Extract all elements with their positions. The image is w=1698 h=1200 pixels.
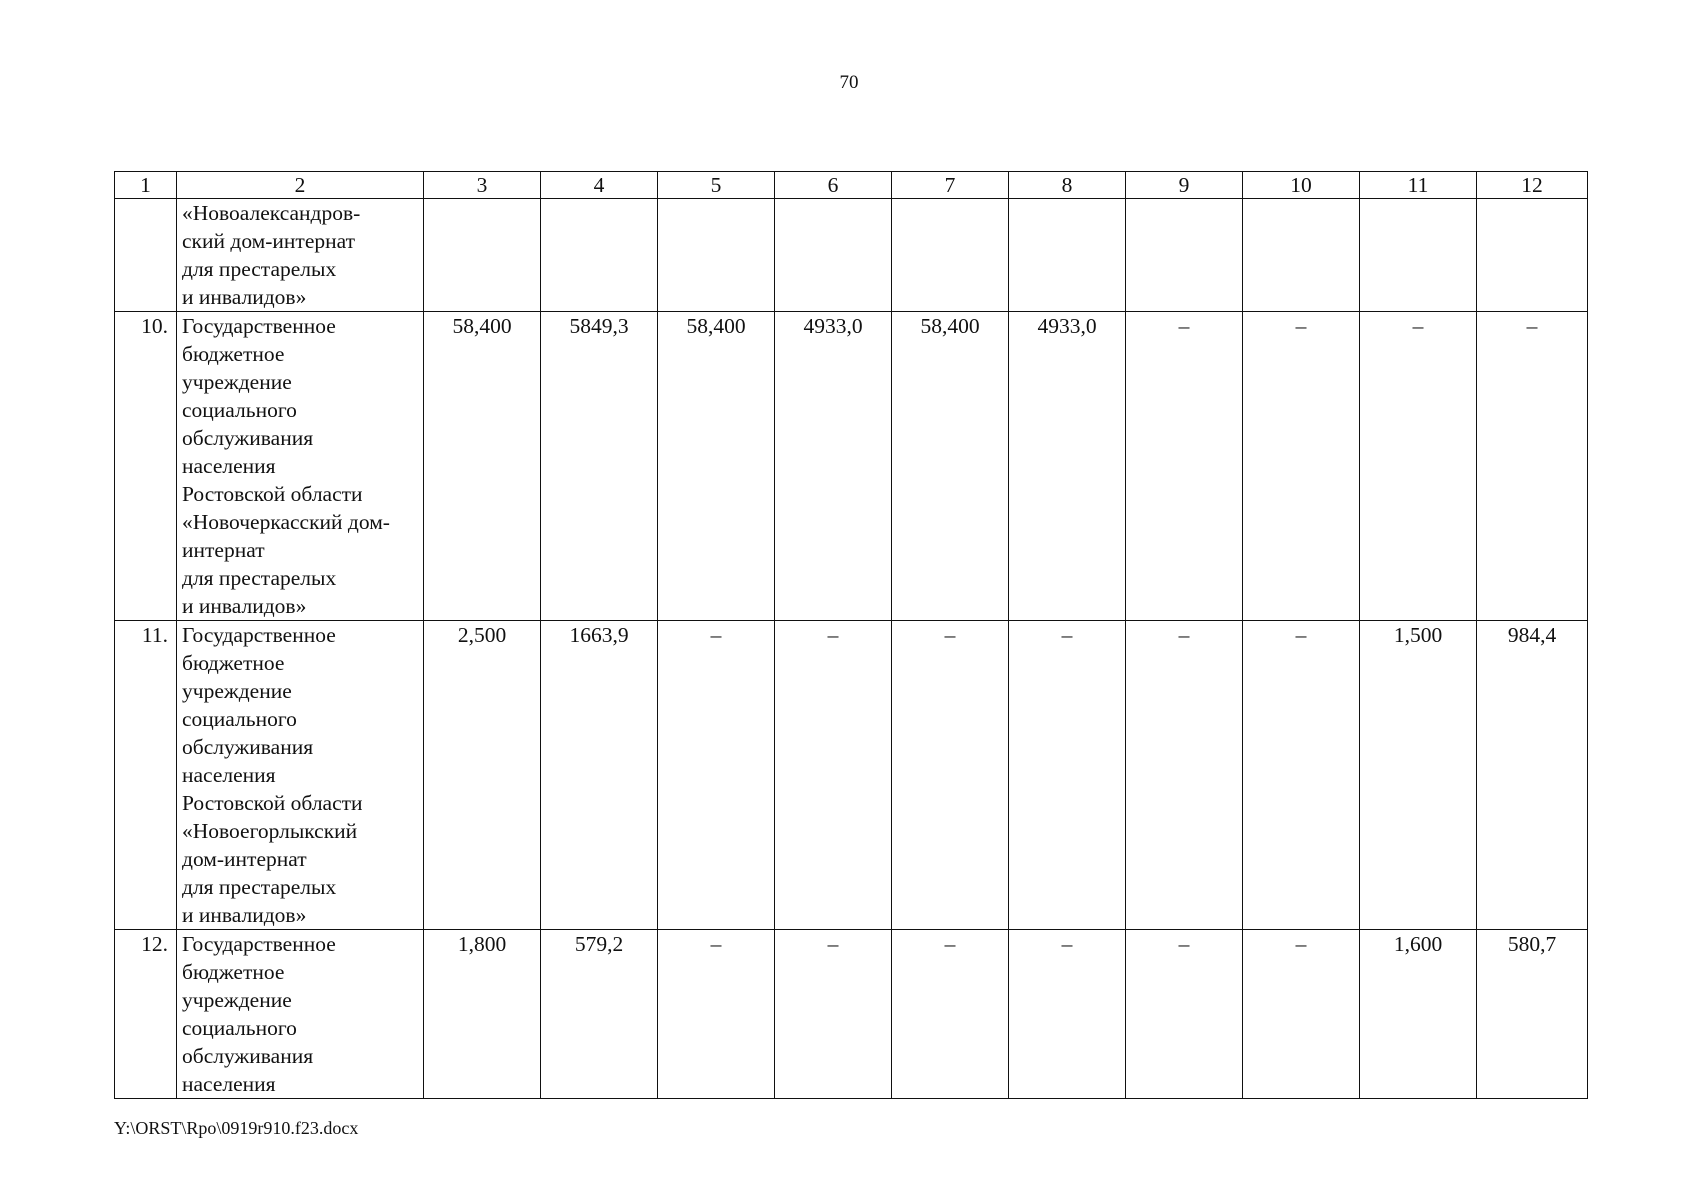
header-cell: 2 [177,172,424,199]
value-cell: – [1360,312,1477,621]
value-cell: – [1126,930,1243,1099]
value-cell: – [658,930,775,1099]
header-cell: 11 [1360,172,1477,199]
value-cell: – [1243,312,1360,621]
header-cell: 5 [658,172,775,199]
value-cell: 5849,3 [541,312,658,621]
header-cell: 10 [1243,172,1360,199]
institution-name-cell: Государственное бюджетное учреждение социального обслуживания населения Ростовской области «Новоегорлыкский дом-интернат для престарелых и инвалидов» [177,621,424,930]
value-cell: – [1243,930,1360,1099]
value-cell [1243,199,1360,312]
value-cell: 1,600 [1360,930,1477,1099]
institution-name-cell: Государственное бюджетное учреждение социального обслуживания населения Ростовской области «Новочеркасский дом- интернат для престарелых и инвалидов» [177,312,424,621]
value-cell: – [892,621,1009,930]
value-cell: – [1009,930,1126,1099]
value-cell: 58,400 [892,312,1009,621]
institution-name-cell: Государственное бюджетное учреждение социального обслуживания населения [177,930,424,1099]
value-cell [541,199,658,312]
header-cell: 8 [1009,172,1126,199]
value-cell [1477,199,1588,312]
header-cell: 6 [775,172,892,199]
table-row [115,312,1588,621]
value-cell [892,199,1009,312]
value-cell: 579,2 [541,930,658,1099]
institution-name-cell: «Новоалександров- ский дом-интернат для престарелых и инвалидов» [177,199,424,312]
row-number-cell: 12. [115,930,177,1099]
value-cell [1360,199,1477,312]
value-cell: 984,4 [1477,621,1588,930]
header-cell: 12 [1477,172,1588,199]
header-cell: 1 [115,172,177,199]
value-cell [1009,199,1126,312]
row-number-cell: 10. [115,312,177,621]
table-row [115,930,1588,1099]
value-cell [424,199,541,312]
value-cell: – [1126,621,1243,930]
table-header-row [115,172,1588,199]
data-table [114,171,1588,1099]
value-cell: – [1009,621,1126,930]
value-cell: 2,500 [424,621,541,930]
value-cell: – [1477,312,1588,621]
header-cell: 4 [541,172,658,199]
row-number-cell: 11. [115,621,177,930]
header-cell: 3 [424,172,541,199]
value-cell [775,199,892,312]
row-number-cell [115,199,177,312]
value-cell: – [1126,312,1243,621]
header-cell: 9 [1126,172,1243,199]
header-cell: 7 [892,172,1009,199]
value-cell [1126,199,1243,312]
value-cell: – [658,621,775,930]
value-cell: 1663,9 [541,621,658,930]
footer-file-path: Y:\ORST\Rpo\0919r910.f23.docx [114,1118,359,1138]
value-cell: – [1243,621,1360,930]
table-row [115,199,1588,312]
value-cell: 58,400 [424,312,541,621]
value-cell: 580,7 [1477,930,1588,1099]
table-row [115,621,1588,930]
value-cell: – [775,621,892,930]
value-cell: 4933,0 [775,312,892,621]
value-cell [658,199,775,312]
value-cell: 1,500 [1360,621,1477,930]
page-number: 70 [839,72,859,93]
value-cell: – [775,930,892,1099]
value-cell: 58,400 [658,312,775,621]
value-cell: 4933,0 [1009,312,1126,621]
value-cell: – [892,930,1009,1099]
value-cell: 1,800 [424,930,541,1099]
